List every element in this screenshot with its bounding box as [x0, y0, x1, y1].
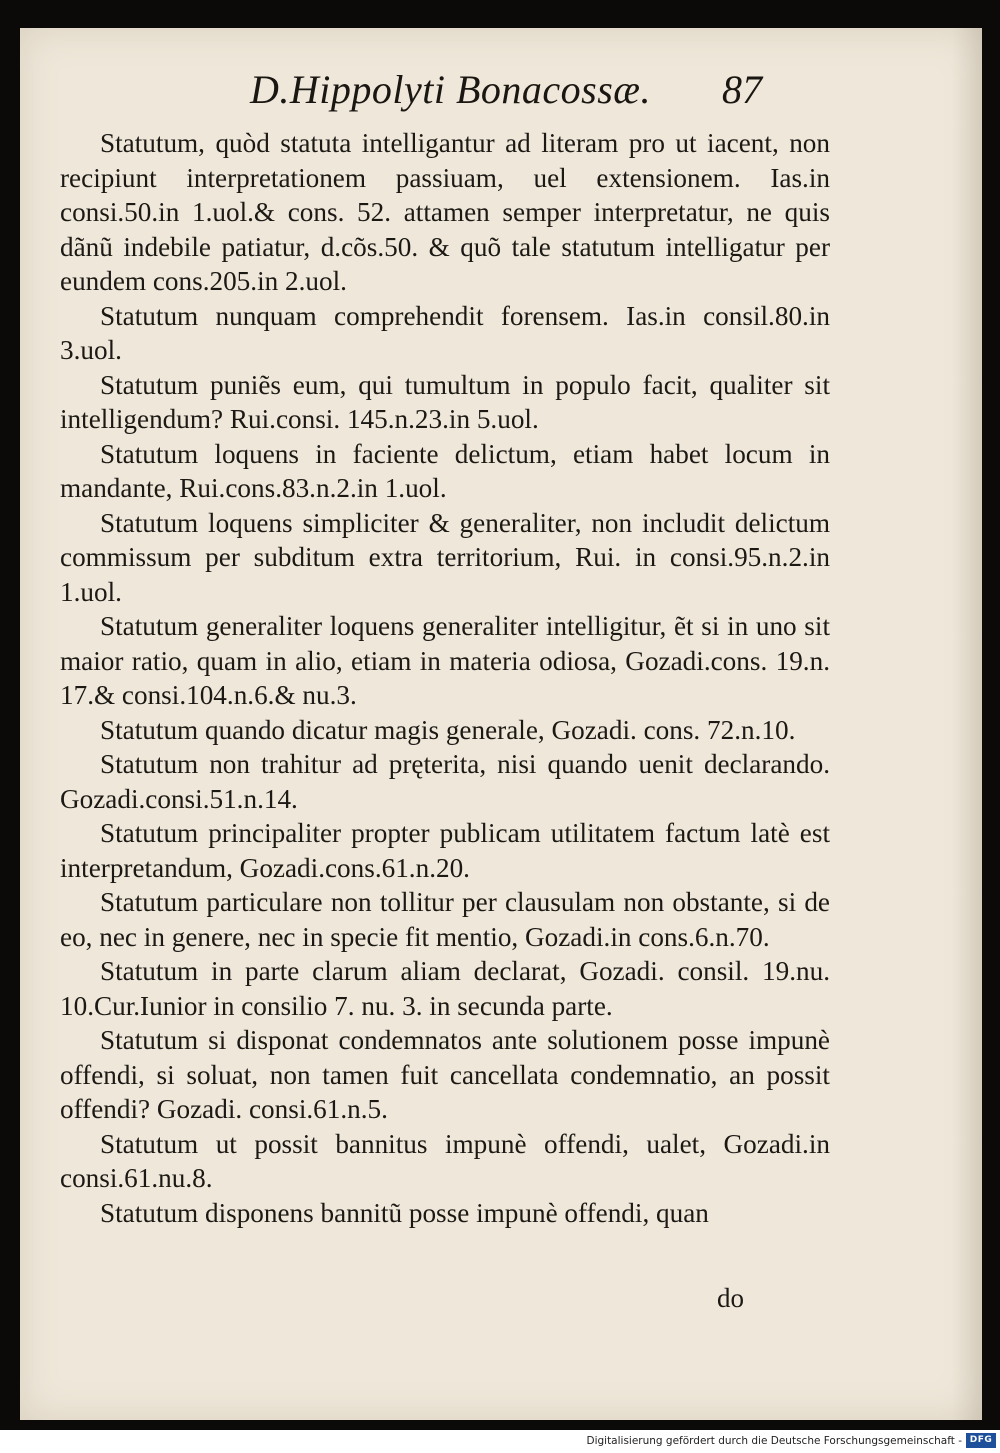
index-entry: Statutum disponens bannitũ posse impunè offendi, quan	[100, 1197, 709, 1228]
index-entry: Statutum nunquam comprehendit forensem. Ias.in consil.80.in 3.uol.	[60, 300, 830, 365]
index-entry: Statutum si disponat condemnatos ante solutionem posse impunè offendi, si soluat, non tamen fuit cancellata condemnatio, an possit offendi? Gozadi. consi.61.n.5.	[60, 1025, 830, 1124]
running-head	[20, 66, 982, 126]
index-entry: Statutum principaliter propter publicam utilitatem factum latè est interpretandum, Gozadi.cons.61.n.20.	[60, 818, 830, 883]
digitization-footer	[0, 1430, 1000, 1453]
index-entry: Statutum non trahitur ad pręterita, nisi quando uenit declarando. Gozadi.consi.51.n.14.	[60, 749, 830, 814]
index-entry: Statutum, quòd statuta intelligantur ad literam pro ut iacent, non recipiunt interpretationem passiuam, uel extensionem. Ias.in consi.50.in 1.uol.& cons. 52. attamen semper interpretatur, ne quis dãnũ indebile patiatur, d.cõs.50. & quõ tale statutum intelligatur per eundem cons.205.in 2.uol.	[60, 128, 830, 296]
page-number: 87	[722, 67, 762, 112]
index-entry: Statutum in parte clarum aliam declarat, Gozadi. consil. 19.nu. 10.Cur.Iunior in consilio 7. nu. 3. in secunda parte.	[60, 956, 830, 1021]
index-entry: Statutum puniẽs eum, qui tumultum in populo facit, qualiter sit intelligendum? Rui.consi. 145.n.23.in 5.uol.	[60, 369, 830, 434]
index-entry: Statutum particulare non tollitur per clausulam non obstante, si de eo, nec in genere, nec in specie fit mentio, Gozadi.in cons.6.n.70.	[60, 887, 830, 952]
running-title: D.Hippolyti Bonacossæ.	[250, 67, 651, 112]
index-entry: Statutum generaliter loquens generaliter intelligitur, ẽt si in uno sit maior ratio, quam in alio, etiam in materia odiosa, Gozadi.cons. 19.n. 17.& consi.104.n.6.& nu.3.	[60, 611, 830, 710]
page-edge-shadow	[952, 28, 982, 1420]
index-entry: Statutum ut possit bannitus impunè offendi, ualet, Gozadi.in consi.61.nu.8.	[60, 1128, 830, 1193]
index-entries	[60, 126, 830, 1230]
index-entry: Statutum loquens simpliciter & generaliter, non includit delictum commissum per subditum extra territorium, Rui. in consi.95.n.2.in 1.uol.	[60, 507, 830, 607]
dfg-logo: DFG	[966, 1433, 996, 1448]
index-entry: Statutum quando dicatur magis generale, Gozadi. cons. 72.n.10.	[100, 714, 796, 745]
funding-credit: Digitalisierung gefördert durch die Deutsche Forschungsgemeinschaft -	[586, 1435, 962, 1447]
book-page	[20, 28, 982, 1420]
index-entry: Statutum loquens in faciente delictum, etiam habet locum in mandante, Rui.cons.83.n.2.in 1.uol.	[60, 438, 830, 503]
catchword: do	[717, 1283, 744, 1313]
